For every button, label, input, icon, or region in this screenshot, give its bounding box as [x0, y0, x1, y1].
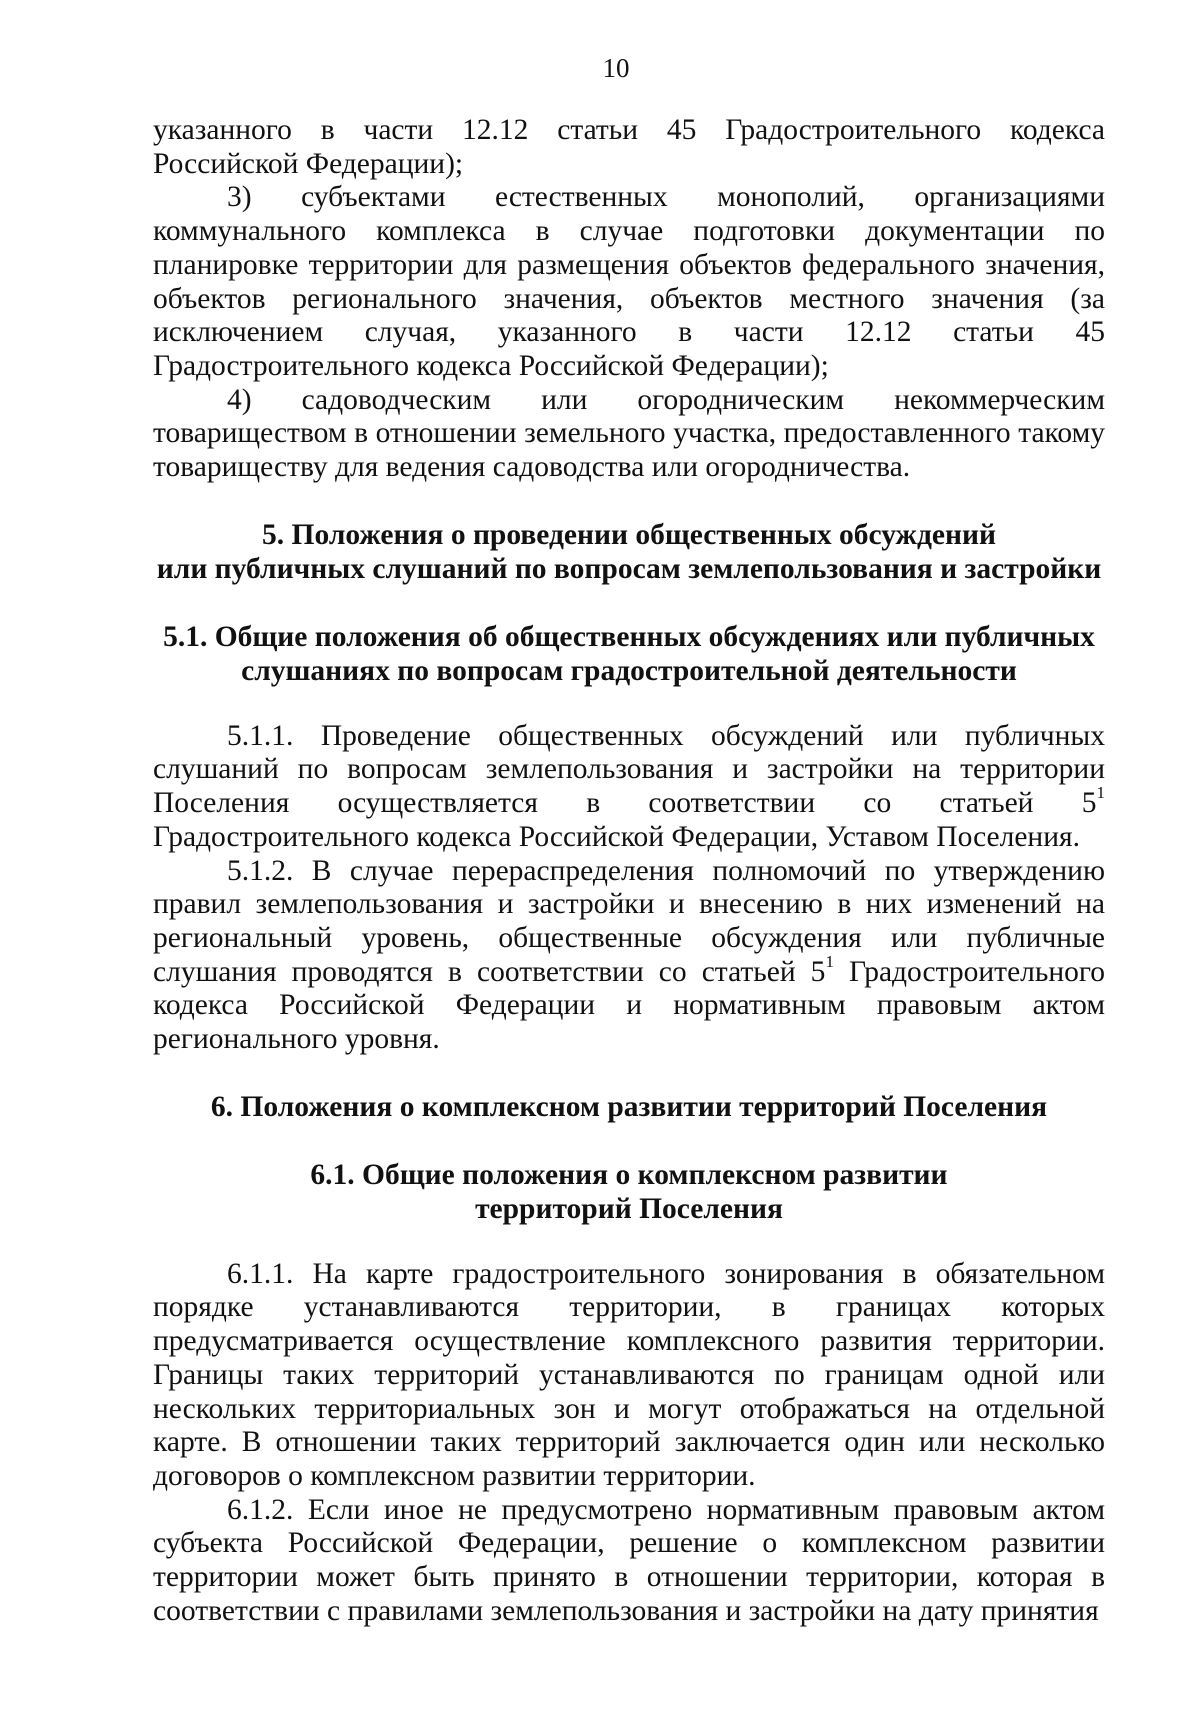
- paragraph-6-1-1: 6.1.1. На карте градостроительного зонирования в обязательном порядке устанавливаются территории, в границах которых предусматривается осуществление комплексного развития территории. Границы таких территорий устанавливаются по границам одной или нескольких территориальных зон и могут отображаться на отдельной карте. В отношении таких территорий заключается один или несколько договоров о комплексном развитии территории.: [153, 1257, 1105, 1492]
- paragraph-5-1-1-text: 5.1.1. Проведение общественных обсуждений или публичных слушаний по вопросам землепользования и застройки на территории Поселения осуществляется в соответствии со статьей 5: [153, 719, 1105, 820]
- paragraph-5-1-2-text: 5.1.2. В случае перераспределения полномочий по утверждению правил землепользования и застройки и внесению в них изменений на региональный уровень, общественные обсуждения или публичные слушания проводятся в соответствии со статьей 5: [153, 854, 1105, 988]
- section-heading-5-line2: или публичных слушаний по вопросам землепользования и застройки: [156, 552, 1102, 585]
- subsection-heading-6-1-line2: территорий Поселения: [475, 1192, 783, 1225]
- paragraph-5-1-2: [153, 855, 1105, 1057]
- paragraph-item-4: 4) садоводческим или огородническим некоммерческим товариществом в отношении земельного участка, предоставленного такому товариществу для ведения садоводства или огородничества.: [153, 383, 1105, 484]
- paragraph-5-1-2-text-end: Градостроительного кодекса Российской Федерации и нормативным правовым актом регионального уровня.: [153, 955, 1105, 1056]
- paragraph-6-1-2: 6.1.2. Если иное не предусмотрено нормативным правовым актом субъекта Российской Федерации, решение о комплексном развитии территории может быть принято в отношении территории, которая в соответствии с правилами землепользования и застройки на дату принятия: [153, 1493, 1105, 1627]
- paragraph-item-3: 3) субъектами естественных монополий, организациями коммунального комплекса в случае подготовки документации по планировке территории для размещения объектов федерального значения, объектов регионального значения, объектов местного значения (за исключением случая, указанного в части 12.12 статьи 45 Градостроительного кодекса Российской Федерации);: [153, 181, 1105, 382]
- subsection-heading-6-1: [153, 1158, 1105, 1226]
- superscript-1: 1: [1096, 783, 1105, 803]
- paragraph-5-1-1-text-end: Градостроительного кодекса Российской Федерации, Уставом Поселения.: [153, 820, 1080, 853]
- subsection-heading-5-1-line2: слушаниях по вопросам градостроительной деятельности: [241, 654, 1017, 687]
- subsection-heading-5-1: [153, 620, 1105, 688]
- section-heading-6: 6. Положения о комплексном развитии территорий Поселения: [210, 1090, 1048, 1123]
- subsection-heading-5-1-line1: 5.1. Общие положения об общественных обсуждениях или публичных: [163, 620, 1095, 653]
- paragraph-continuation: указанного в части 12.12 статьи 45 Градостроительного кодекса Российской Федерации);: [153, 114, 1105, 180]
- section-heading-5: [153, 518, 1105, 586]
- paragraph-5-1-1: [153, 720, 1105, 855]
- section-heading-5-line1: 5. Положения о проведении общественных обсуждений: [262, 518, 996, 551]
- page-number: 10: [602, 53, 630, 83]
- document-body: [153, 114, 1105, 1629]
- subsection-heading-6-1-line1: 6.1. Общие положения о комплексном развитии: [310, 1158, 948, 1191]
- superscript-1: 1: [825, 951, 834, 971]
